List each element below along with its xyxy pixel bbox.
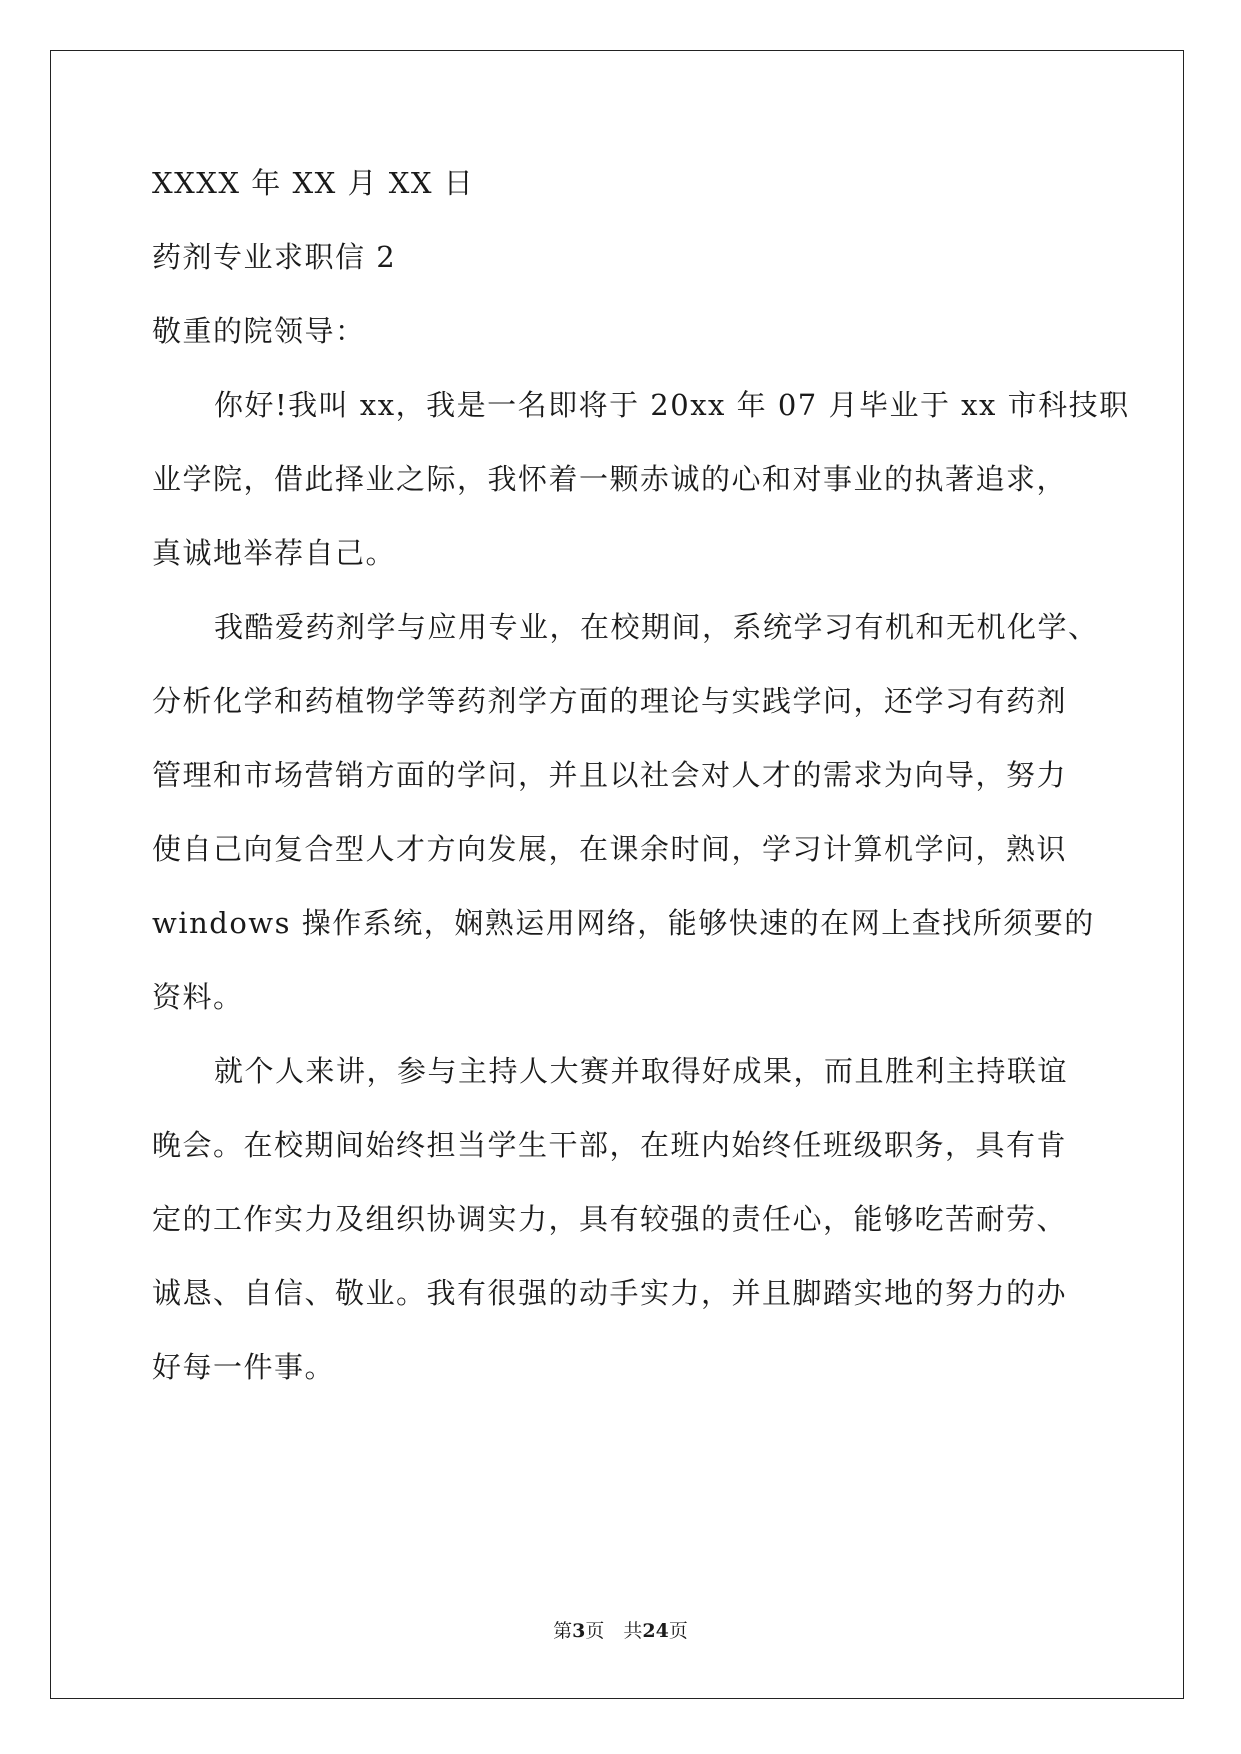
paragraph-line: 业学院，借此择业之际，我怀着一颗赤诚的心和对事业的执著追求， xyxy=(152,462,1068,496)
page-footer xyxy=(0,1616,1241,1643)
paragraph-line: 资料。 xyxy=(152,980,244,1014)
paragraph-line: 使自己向复合型人才方向发展，在课余时间，学习计算机学问，熟识 xyxy=(152,832,1068,866)
paragraph-line: 我酷爱药剂学与应用专业，在校期间，系统学习有机和无机化学、 xyxy=(214,610,1099,644)
footer-suffix: 页 xyxy=(668,1620,688,1642)
paragraph-line: 分析化学和药植物学等药剂学方面的理论与实践学问，还学习有药剂 xyxy=(152,684,1068,718)
paragraph-line: 诚恳、自信、敬业。我有很强的动手实力，并且脚踏实地的努力的办 xyxy=(152,1276,1068,1310)
paragraph-line: 晚会。在校期间始终担当学生干部，在班内始终任班级职务，具有肯 xyxy=(152,1128,1068,1162)
date-line: XXXX 年 XX 月 XX 日 xyxy=(152,166,475,200)
current-page-number: 3 xyxy=(572,1620,586,1642)
page-frame xyxy=(50,50,1184,1699)
letter-title: 药剂专业求职信 2 xyxy=(152,240,397,274)
total-page-count: 24 xyxy=(642,1620,669,1642)
paragraph-line: 真诚地举荐自己。 xyxy=(152,536,397,570)
paragraph-line: 好每一件事。 xyxy=(152,1350,336,1384)
footer-mid: 页 共 xyxy=(585,1620,643,1642)
footer-prefix: 第 xyxy=(553,1620,573,1642)
salutation: 敬重的院领导： xyxy=(152,314,366,348)
paragraph-line: 定的工作实力及组织协调实力，具有较强的责任心，能够吃苦耐劳、 xyxy=(152,1202,1068,1236)
paragraph-line: windows 操作系统，娴熟运用网络，能够快速的在网上查找所须要的 xyxy=(152,906,1095,940)
paragraph-line: 你好!我叫 xx，我是一名即将于 20xx 年 07 月毕业于 xx 市科技职 xyxy=(214,388,1130,422)
paragraph-line: 管理和市场营销方面的学问，并且以社会对人才的需求为向导，努力 xyxy=(152,758,1068,792)
paragraph-line: 就个人来讲，参与主持人大赛并取得好成果，而且胜利主持联谊 xyxy=(214,1054,1069,1088)
